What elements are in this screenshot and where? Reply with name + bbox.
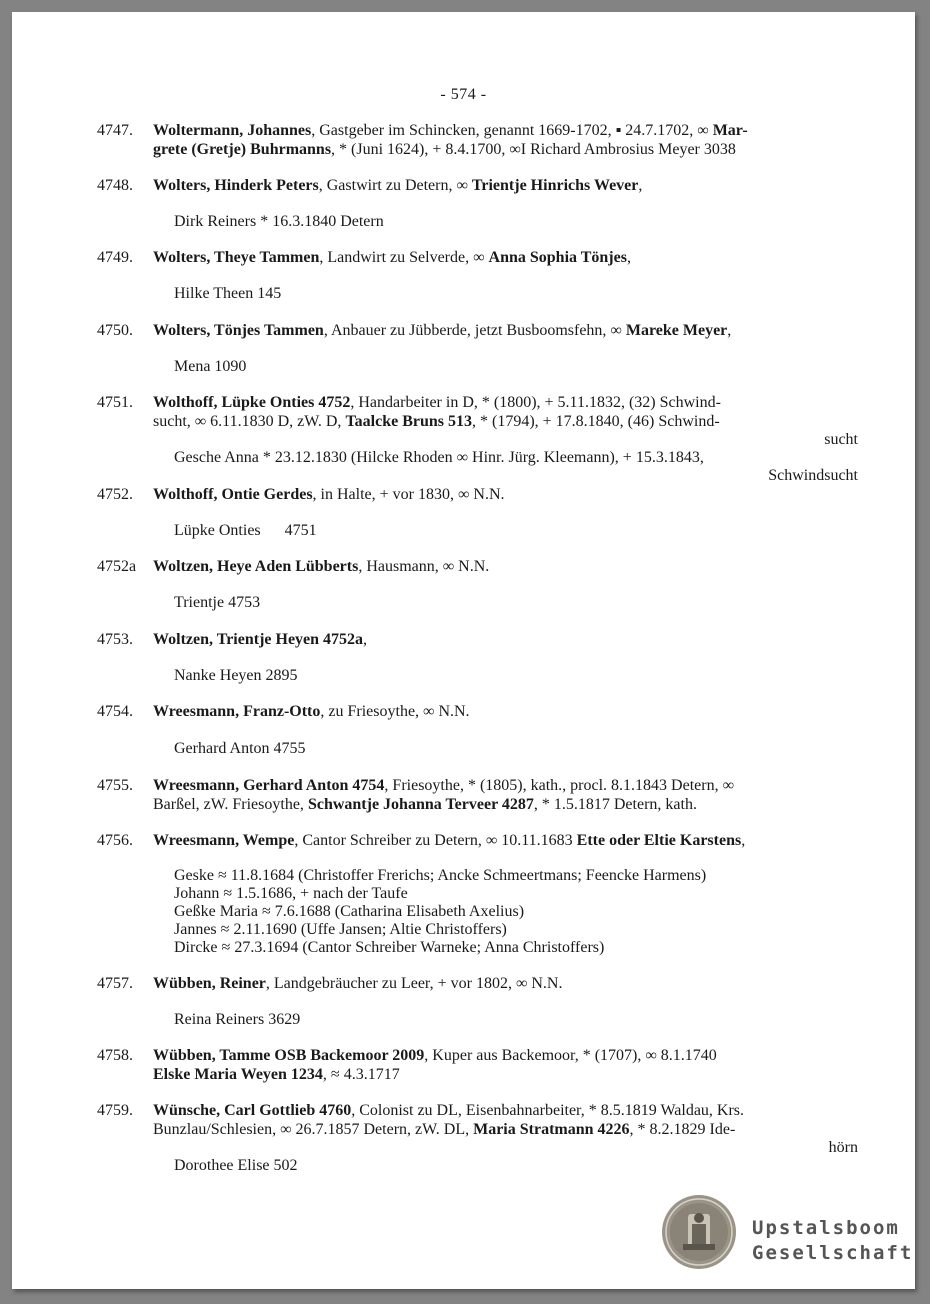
person-name: Wreesmann, Wempe <box>153 832 295 849</box>
spouse-name: Trientje Hinrichs Wever <box>471 177 639 194</box>
punctuation: , <box>741 832 746 849</box>
entry-number: 4755. <box>97 777 133 794</box>
child-line: Jannes ≈ 2.11.1690 (Uffe Jansen; Altie Christoffers) <box>174 921 507 938</box>
entry-details: , Landwirt zu Selverde, ∞ <box>319 249 489 266</box>
entry-number: 4757. <box>97 975 133 992</box>
person-name: Woltzen, Heye Aden Lübberts <box>153 558 359 575</box>
entry-details: Barßel, zW. Friesoythe, <box>153 796 308 813</box>
entry-details: , Kuper aus Backemoor, * (1707), ∞ 8.1.1740 <box>424 1047 717 1064</box>
person-name: Wolters, Theye Tammen <box>153 249 320 266</box>
entry-details: , Gastgeber im Schincken, genannt 1669-1702, ▪ 24.7.1702, ∞ <box>311 122 713 139</box>
person-name: Wünsche, Carl Gottlieb 4760 <box>153 1102 352 1119</box>
spouse-name: grete (Gretje) Buhrmanns <box>153 141 332 158</box>
entry-details: sucht, ∞ 6.11.1830 D, zW. D, <box>153 413 346 430</box>
spouse-name: Maria Stratmann 4226 <box>473 1121 630 1138</box>
document-page <box>12 12 915 1289</box>
child-line: Johann ≈ 1.5.1686, + nach der Taufe <box>174 885 408 902</box>
entry-number: 4752a <box>97 558 137 575</box>
entry-details: Bunzlau/Schlesien, ∞ 26.7.1857 Detern, zW. DL, <box>153 1121 474 1138</box>
entry-number: 4748. <box>97 177 133 194</box>
punctuation: , <box>727 322 732 339</box>
person-name: Wolthoff, Ontie Gerdes <box>153 486 313 503</box>
child-line: Geske ≈ 11.8.1684 (Christoffer Frerichs; Ancke Schmeertmans; Feencke Harmens) <box>174 867 707 884</box>
continuation-note: sucht <box>824 431 858 448</box>
person-name: Wübben, Tamme OSB Backemoor 2009 <box>153 1047 425 1064</box>
child-line: Dirk Reiners * 16.3.1840 Detern <box>174 213 384 230</box>
entry-details: , Anbauer zu Jübberde, jetzt Busboomsfehn, ∞ <box>323 322 626 339</box>
spouse-name: Schwantje Johanna Terveer 4287 <box>307 796 534 813</box>
child-line: Trientje 4753 <box>174 594 261 611</box>
entry-details: , ≈ 4.3.1717 <box>322 1066 400 1083</box>
person-name: Wolters, Hinderk Peters <box>153 177 319 194</box>
child-line: Nanke Heyen 2895 <box>174 667 298 684</box>
spouse-name: Ette oder Eltie Karstens <box>576 832 742 849</box>
entry-details: , in Halte, + vor 1830, ∞ N.N. <box>312 486 505 503</box>
entry-details: , * (Juni 1624), + 8.4.1700, ∞I Richard Ambrosius Meyer 3038 <box>331 141 736 158</box>
brand-name-line2: Gesellschaft <box>752 1242 914 1264</box>
entry-number: 4759. <box>97 1102 133 1119</box>
entry-number: 4750. <box>97 322 133 339</box>
entry-number: 4751. <box>97 394 133 411</box>
entry-details: , * (1794), + 17.8.1840, (46) Schwind- <box>471 413 720 430</box>
child-line: Dircke ≈ 27.3.1694 (Cantor Schreiber Warneke; Anna Christoffers) <box>174 939 605 956</box>
entry-details: , Hausmann, ∞ N.N. <box>358 558 490 575</box>
spouse-name: Taalcke Bruns 513 <box>345 413 472 430</box>
child-line: Geßke Maria ≈ 7.6.1688 (Catharina Elisabeth Axelius) <box>174 903 525 920</box>
entry-number: 4758. <box>97 1047 133 1064</box>
entry-details: , Handarbeiter in D, * (1800), + 5.11.1832, (32) Schwind- <box>350 394 721 411</box>
entry-number: 4747. <box>97 122 133 139</box>
entry-number: 4756. <box>97 832 133 849</box>
entry-details: , * 1.5.1817 Detern, kath. <box>533 796 697 813</box>
person-name: Wolters, Tönjes Tammen <box>153 322 324 339</box>
spouse-name: Anna Sophia Tönjes <box>488 249 627 266</box>
child-line: Gesche Anna * 23.12.1830 (Hilcke Rhoden ∞ Hinr. Jürg. Kleemann), + 15.3.1843, <box>174 449 704 466</box>
person-name: Wolthoff, Lüpke Onties 4752 <box>153 394 351 411</box>
page-number: - 574 - <box>440 86 487 103</box>
entry-details: , <box>363 631 368 648</box>
spouse-name-part: Mar- <box>712 122 748 139</box>
entry-number: 4749. <box>97 249 133 266</box>
entry-details: , * 8.2.1829 Ide- <box>629 1121 736 1138</box>
person-name: Wreesmann, Gerhard Anton 4754 <box>153 777 385 794</box>
child-line: Mena 1090 <box>174 358 247 375</box>
spouse-name: Mareke Meyer <box>625 322 728 339</box>
entry-details: , Friesoythe, * (1805), kath., procl. 8.1.1843 Detern, ∞ <box>384 777 734 794</box>
entry-details: , Landgebräucher zu Leer, + vor 1802, ∞ N.N. <box>265 975 563 992</box>
continuation-note: Schwindsucht <box>768 467 858 484</box>
entry-number: 4753. <box>97 631 133 648</box>
child-line: Gerhard Anton 4755 <box>174 740 306 757</box>
entry-details: , zu Friesoythe, ∞ N.N. <box>320 703 470 720</box>
entry-details: , Cantor Schreiber zu Detern, ∞ 10.11.1683 <box>294 832 577 849</box>
entry-details: , Colonist zu DL, Eisenbahnarbeiter, * 8.5.1819 Waldau, Krs. <box>351 1102 745 1119</box>
person-name: Woltzen, Trientje Heyen 4752a <box>153 631 364 648</box>
brand-name-line1: Upstalsboom <box>752 1217 900 1239</box>
child-line: Lüpke Onties 4751 <box>174 522 317 539</box>
entry-number: 4754. <box>97 703 133 720</box>
spouse-name: Elske Maria Weyen 1234 <box>153 1066 323 1083</box>
punctuation: , <box>626 249 631 266</box>
entry-details: , Gastwirt zu Detern, ∞ <box>318 177 472 194</box>
child-line: Reina Reiners 3629 <box>174 1011 301 1028</box>
continuation-note: hörn <box>828 1139 858 1156</box>
punctuation: , <box>638 177 643 194</box>
society-seal-icon <box>661 1194 737 1270</box>
person-name: Wübben, Reiner <box>153 975 266 992</box>
entry-number: 4752. <box>97 486 133 503</box>
person-name: Woltermann, Johannes <box>153 122 312 139</box>
child-line: Dorothee Elise 502 <box>174 1157 298 1174</box>
person-name: Wreesmann, Franz-Otto <box>153 703 321 720</box>
child-line: Hilke Theen 145 <box>174 285 282 302</box>
